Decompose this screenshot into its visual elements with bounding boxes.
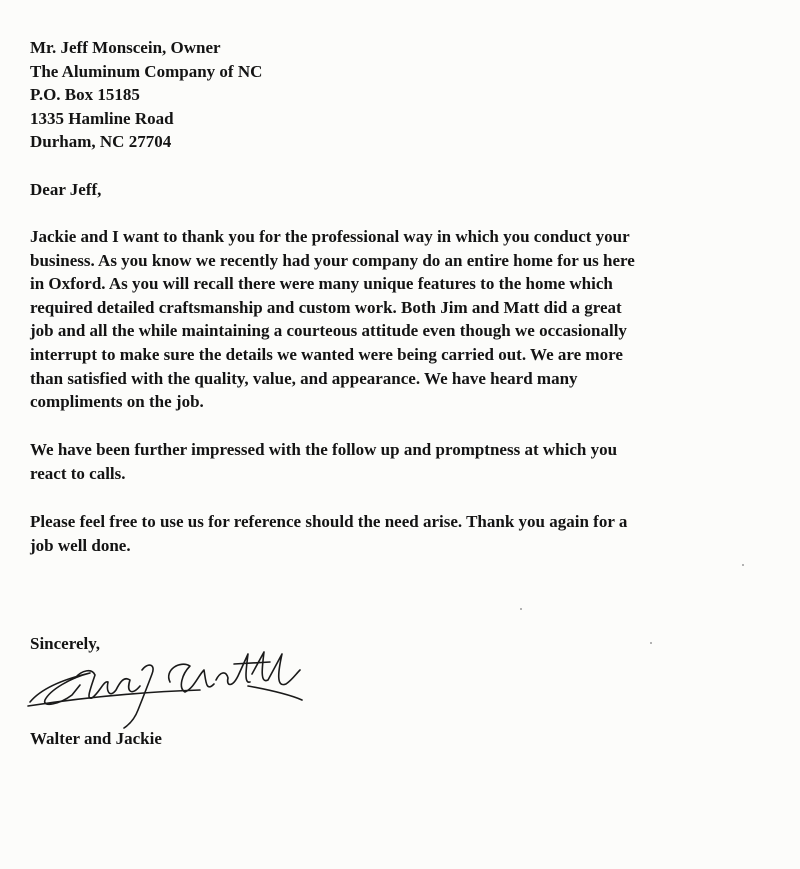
body-paragraph-1: [30, 225, 770, 414]
recipient-po-box-line: P.O. Box 15185: [30, 85, 140, 105]
recipient-street-line: 1335 Hamline Road: [30, 108, 174, 128]
paragraph-line: compliments on the job.: [30, 392, 204, 412]
paragraph-line: Please feel free to use us for reference should the need arise. Thank you again for a: [30, 512, 628, 531]
salutation: Dear Jeff,: [30, 180, 102, 199]
recipient-address: [30, 36, 530, 154]
scan-speck: [650, 642, 652, 644]
recipient-company-line: The Aluminum Company of NC: [30, 61, 263, 81]
handwritten-signature: [20, 640, 320, 735]
paragraph-line: We have been further impressed with the follow up and promptness at which you: [30, 440, 618, 459]
scan-speck: [742, 564, 744, 566]
paragraph-line: Jackie and I want to thank you for the professional way in which you conduct your: [30, 227, 630, 246]
signer-name: Walter and Jackie: [30, 729, 162, 748]
paragraph-line: business. As you know we recently had your company do an entire home for us here: [30, 250, 635, 270]
body-paragraph-2: [30, 438, 770, 485]
closing: Sincerely,: [30, 634, 101, 653]
paragraph-line: react to calls.: [30, 463, 126, 483]
recipient-city-line: Durham, NC 27704: [30, 132, 172, 152]
paragraph-line: than satisfied with the quality, value, and appearance. We have heard many: [30, 368, 578, 388]
scan-speck: [520, 608, 522, 610]
paragraph-line: in Oxford. As you will recall there were many unique features to the home which: [30, 274, 613, 294]
paragraph-line: required detailed craftsmanship and custom work. Both Jim and Matt did a great: [30, 297, 622, 317]
paragraph-line: interrupt to make sure the details we wanted were being carried out. We are more: [30, 344, 623, 364]
body-paragraph-3: [30, 510, 770, 557]
paragraph-line: job well done.: [30, 535, 131, 555]
recipient-name-line: Mr. Jeff Monscein, Owner: [30, 38, 221, 57]
paragraph-line: job and all the while maintaining a courteous attitude even though we occasionally: [30, 321, 627, 341]
